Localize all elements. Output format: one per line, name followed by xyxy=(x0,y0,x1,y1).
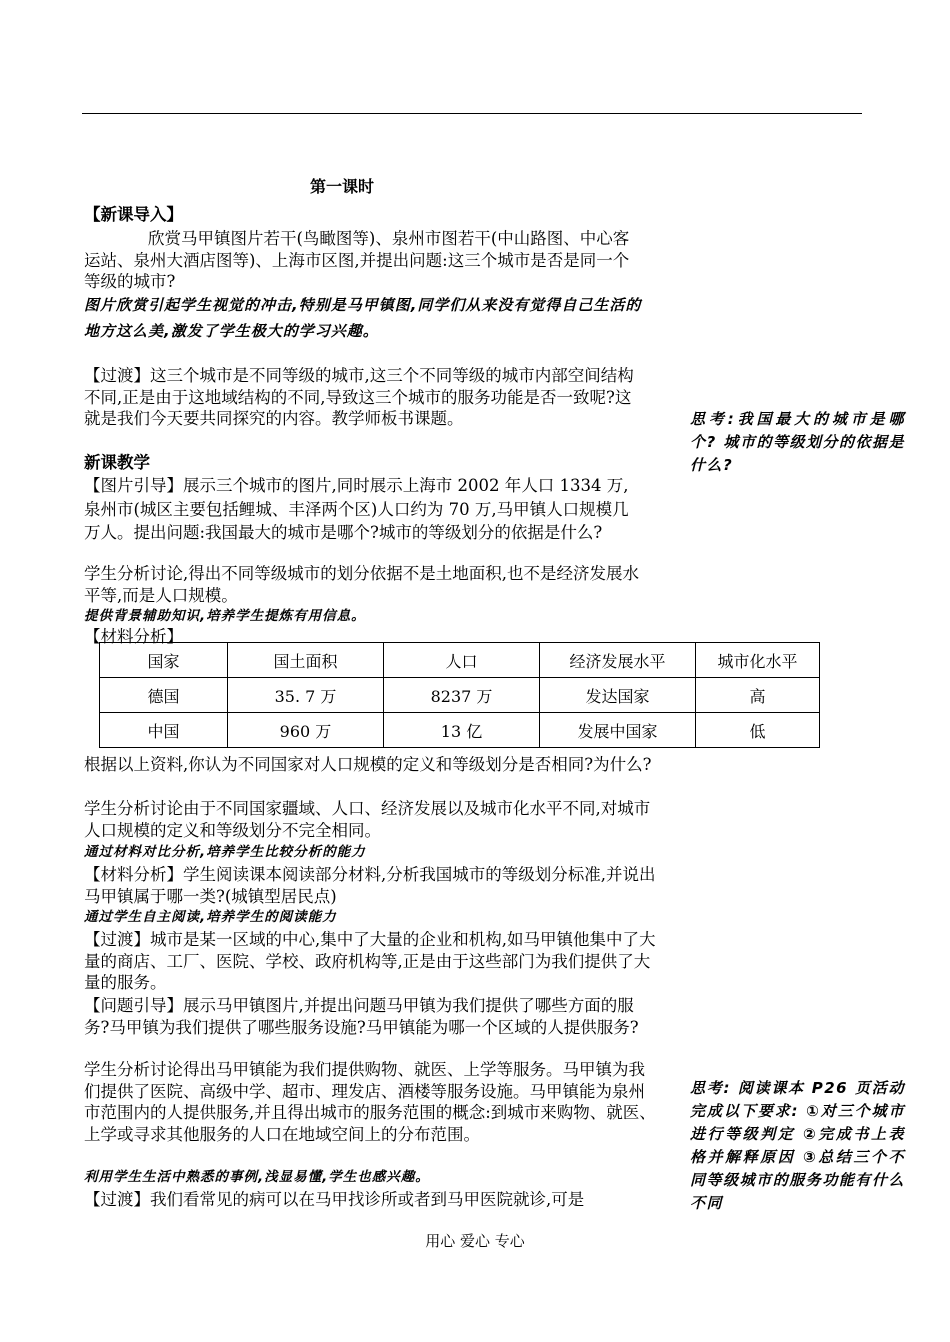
table-header: 经济发展水平 xyxy=(540,643,696,678)
discussion-3: 学生分析讨论得出马甲镇能为我们提供购物、就医、上学等服务。马甲镇为我们提供了医院、高级中学、超市、理发店、酒楼等服务设施。马甲镇能为泉州市范围内的人提供服务,并且得出城市的服务范围的概念:到城市来购物、就医、上学或寻求其他服务的人口在地域空间上的分布范围。 xyxy=(84,1060,656,1144)
table-cell: 中国 xyxy=(100,713,228,748)
new-lesson-heading: 新课教学 xyxy=(84,453,150,472)
table-cell: 德国 xyxy=(100,678,228,713)
discussion-2: 学生分析讨论由于不同国家疆域、人口、经济发展以及城市化水平不同,对城市人口规模的定义和等级划分不完全相同。 xyxy=(84,799,651,840)
question-guide: 【问题引导】展示马甲镇图片,并提出问题马甲镇为我们提供了哪些方面的服务?马甲镇为我们提供了哪些服务设施?马甲镇能为哪一个区域的人提供服务? xyxy=(84,996,639,1037)
intro-note: 图片欣赏引起学生视觉的冲击,特别是马甲镇图,同学们从来没有觉得自己生活的地方这么美,激发了学生极大的学习兴趣。 xyxy=(84,296,642,340)
intro-heading: 【新课导入】 xyxy=(84,205,183,224)
intro-text: 欣赏马甲镇图片若干(鸟瞰图等)、泉州市图若干(中山路图、中心客运站、泉州大酒店图等)、上海市区图,并提出问题:这三个城市是否是同一个等级的城市? xyxy=(84,229,630,291)
table-cell: 13 亿 xyxy=(384,713,540,748)
material-heading: 【材料分析】 xyxy=(84,627,183,646)
note-2: 提供背景辅助知识,培养学生提炼有用信息。 xyxy=(84,608,366,624)
table-cell: 8237 万 xyxy=(384,678,540,713)
header-rule xyxy=(82,113,862,114)
lesson-title: 第一课时 xyxy=(310,177,375,196)
table-row xyxy=(100,678,820,713)
table-header: 国家 xyxy=(100,643,228,678)
note-4: 通过学生自主阅读,培养学生的阅读能力 xyxy=(84,909,337,925)
discussion-1: 学生分析讨论,得出不同等级城市的划分依据不是土地面积,也不是经济发展水平等,而是人口规模。 xyxy=(84,564,639,605)
side-note-thinking-1: 思考:我国最大的城市是哪个? 城市的等级划分的依据是什么? xyxy=(690,410,905,474)
table-row xyxy=(100,713,820,748)
transition-1: 【过渡】这三个城市是不同等级的城市,这三个不同等级的城市内部空间结构不同,正是由于这地域结构的不同,导致这三个城市的服务功能是否一致呢?这就是我们今天要共同探究的内容。教学师板书课题。 xyxy=(84,366,634,428)
table-cell: 960 万 xyxy=(228,713,384,748)
table-cell: 低 xyxy=(696,713,820,748)
note-3: 通过材料对比分析,培养学生比较分析的能力 xyxy=(84,844,366,860)
table-header: 国土面积 xyxy=(228,643,384,678)
picture-guide: 【图片引导】展示三个城市的图片,同时展示上海市 2002 年人口 1334 万,泉州市(城区主要包括鲤城、丰泽两个区)人口约为 70 万,马甲镇人口规模几万人。提出问题:我国最大的城市是哪个?城市的等级划分的依据是什么? xyxy=(84,476,629,542)
side-note-thinking-2: 思考: 阅读课本 P26 页活动完成以下要求: ①对三个城市进行等级判定 ②完成书上表格并解释原因 ③总结三个不同等级城市的服务功能有什么不同 xyxy=(690,1079,905,1212)
table-header-row xyxy=(100,643,820,678)
question-2: 根据以上资料,你认为不同国家对人口规模的定义和等级划分是否相同?为什么? xyxy=(84,755,652,774)
material-2: 【材料分析】学生阅读课本阅读部分材料,分析我国城市的等级划分标准,并说出马甲镇属于哪一类?(城镇型居民点) xyxy=(84,865,656,906)
material-table xyxy=(99,642,820,748)
table-cell: 发展中国家 xyxy=(540,713,696,748)
transition-3: 【过渡】我们看常见的病可以在马甲找诊所或者到马甲医院就诊,可是 xyxy=(84,1190,585,1209)
table-header: 城市化水平 xyxy=(696,643,820,678)
table-cell: 发达国家 xyxy=(540,678,696,713)
note-5: 利用学生生活中熟悉的事例,浅显易懂,学生也感兴趣。 xyxy=(84,1169,430,1185)
transition-2: 【过渡】城市是某一区域的中心,集中了大量的企业和机构,如马甲镇他集中了大量的商店、工厂、医院、学校、政府机构等,正是由于这些部门为我们提供了大量的服务。 xyxy=(84,930,656,992)
page-footer: 用心 爱心 专心 xyxy=(425,1232,525,1250)
table-cell: 35. 7 万 xyxy=(228,678,384,713)
table-cell: 高 xyxy=(696,678,820,713)
table-header: 人口 xyxy=(384,643,540,678)
